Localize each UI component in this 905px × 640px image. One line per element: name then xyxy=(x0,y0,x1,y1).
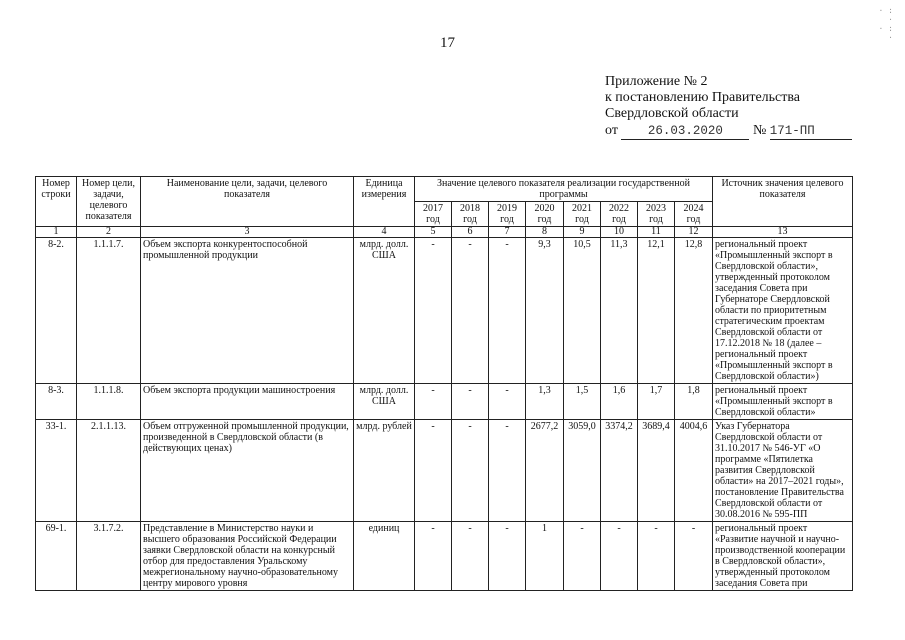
value-cell: - xyxy=(489,238,526,384)
value-cell: 9,3 xyxy=(526,238,564,384)
value-cell: - xyxy=(415,384,452,420)
value-cell: 4004,6 xyxy=(675,420,713,522)
goal-number: 2.1.1.13. xyxy=(77,420,141,522)
column-number: 8 xyxy=(526,227,564,238)
source-cell: региональный проект «Развитие научной и научно-производственной кооперации в Свердловской области», утвержденный протоколом заседания Совета при xyxy=(713,522,853,591)
goal-number: 3.1.7.2. xyxy=(77,522,141,591)
value-cell: 10,5 xyxy=(564,238,601,384)
value-cell: 1,8 xyxy=(675,384,713,420)
row-number: 8-2. xyxy=(36,238,77,384)
column-number: 6 xyxy=(452,227,489,238)
scan-marks: · : · · : · xyxy=(878,6,893,42)
source-cell: Указ Губернатора Свердловской области от 31.10.2017 № 546-УГ «О программе «Пятилетка развития Свердловской области» на 2017–2021 годы», постановление Правительства Свердловской области от 30.08.2016 № 595-ПП xyxy=(713,420,853,522)
value-cell: 1,3 xyxy=(526,384,564,420)
header-year: 2019 год xyxy=(489,202,526,227)
value-cell: 1,5 xyxy=(564,384,601,420)
appendix-date-line xyxy=(605,123,852,140)
header-year: 2022 год xyxy=(601,202,638,227)
value-cell: 1,6 xyxy=(601,384,638,420)
value-cell: 2677,2 xyxy=(526,420,564,522)
value-cell: - xyxy=(452,238,489,384)
header-unit: Единица измерения xyxy=(354,177,415,227)
value-cell: - xyxy=(489,522,526,591)
column-number-row xyxy=(36,227,853,238)
target-indicators-table xyxy=(35,176,853,591)
value-cell: 1 xyxy=(526,522,564,591)
unit: единиц xyxy=(354,522,415,591)
value-cell: 3374,2 xyxy=(601,420,638,522)
header-year: 2017 год xyxy=(415,202,452,227)
column-number: 7 xyxy=(489,227,526,238)
value-cell: 11,3 xyxy=(601,238,638,384)
page-number: 17 xyxy=(440,35,455,51)
header-year: 2024 год xyxy=(675,202,713,227)
column-number: 10 xyxy=(601,227,638,238)
value-cell: 3689,4 xyxy=(638,420,675,522)
row-number: 69-1. xyxy=(36,522,77,591)
table-row xyxy=(36,384,853,420)
number-prefix: № xyxy=(752,123,767,138)
value-cell: 12,8 xyxy=(675,238,713,384)
header-year: 2021 год xyxy=(564,202,601,227)
value-cell: - xyxy=(452,420,489,522)
appendix-line-3: Свердловской области xyxy=(605,106,739,121)
value-cell: - xyxy=(638,522,675,591)
row-number: 8-3. xyxy=(36,384,77,420)
header-year: 2023 год xyxy=(638,202,675,227)
goal-number: 1.1.1.7. xyxy=(77,238,141,384)
header-year: 2020 год xyxy=(526,202,564,227)
value-cell: - xyxy=(415,238,452,384)
value-cell: - xyxy=(489,420,526,522)
value-cell: 12,1 xyxy=(638,238,675,384)
value-cell: - xyxy=(452,384,489,420)
source-cell: региональный проект «Промышленный экспорт в Свердловской области», утвержденный протоколом заседания Совета при Губернаторе Свердловской области по приоритетным стратегическим проектам Свердловской области от 17.12.2018 № 18 (далее – региональный проект «Промышленный экспорт в Свердловской области») xyxy=(713,238,853,384)
row-number: 33-1. xyxy=(36,420,77,522)
column-number: 3 xyxy=(141,227,354,238)
indicator-name: Объем экспорта продукции машиностроения xyxy=(141,384,354,420)
decree-date: 26.03.2020 xyxy=(621,123,749,140)
unit: млрд. долл. США xyxy=(354,238,415,384)
indicator-name: Объем отгруженной промышленной продукции, произведенной в Свердловской области (в действующих ценах) xyxy=(141,420,354,522)
value-cell: - xyxy=(601,522,638,591)
column-number: 4 xyxy=(354,227,415,238)
header-values-group: Значение целевого показателя реализации государственной программы xyxy=(415,177,713,202)
indicator-name: Объем экспорта конкурентоспособной промышленной продукции xyxy=(141,238,354,384)
header-year: 2018 год xyxy=(452,202,489,227)
header-row-1 xyxy=(36,177,853,202)
value-cell: - xyxy=(415,522,452,591)
indicator-name: Представление в Министерство науки и высшего образования Российской Федерации заявки Свердловской области на конкурсный отбор для предоставления Уральскому межрегиональному научно-образовательному центру мирового уровня xyxy=(141,522,354,591)
header-row-num: Номер строки xyxy=(36,177,77,227)
header-name: Наименование цели, задачи, целевого показателя xyxy=(141,177,354,227)
table-row xyxy=(36,420,853,522)
unit: млрд. рублей xyxy=(354,420,415,522)
unit: млрд. долл. США xyxy=(354,384,415,420)
value-cell: - xyxy=(452,522,489,591)
decree-number: 171-ПП xyxy=(770,123,852,140)
value-cell: - xyxy=(489,384,526,420)
column-number: 12 xyxy=(675,227,713,238)
column-number: 11 xyxy=(638,227,675,238)
header-goal-num: Номер цели, задачи, целевого показателя xyxy=(77,177,141,227)
column-number: 1 xyxy=(36,227,77,238)
value-cell: - xyxy=(675,522,713,591)
column-number: 9 xyxy=(564,227,601,238)
appendix-header xyxy=(605,74,852,140)
goal-number: 1.1.1.8. xyxy=(77,384,141,420)
header-source: Источник значения целевого показателя xyxy=(713,177,853,227)
value-cell: - xyxy=(415,420,452,522)
table-row xyxy=(36,238,853,384)
value-cell: 3059,0 xyxy=(564,420,601,522)
column-number: 13 xyxy=(713,227,853,238)
value-cell: 1,7 xyxy=(638,384,675,420)
value-cell: - xyxy=(564,522,601,591)
date-prefix: от xyxy=(605,123,618,138)
column-number: 2 xyxy=(77,227,141,238)
column-number: 5 xyxy=(415,227,452,238)
source-cell: региональный проект «Промышленный экспорт в Свердловской области» xyxy=(713,384,853,420)
appendix-line-2: к постановлению Правительства xyxy=(605,90,801,105)
appendix-line-1: Приложение № 2 xyxy=(605,74,708,89)
table-row xyxy=(36,522,853,591)
